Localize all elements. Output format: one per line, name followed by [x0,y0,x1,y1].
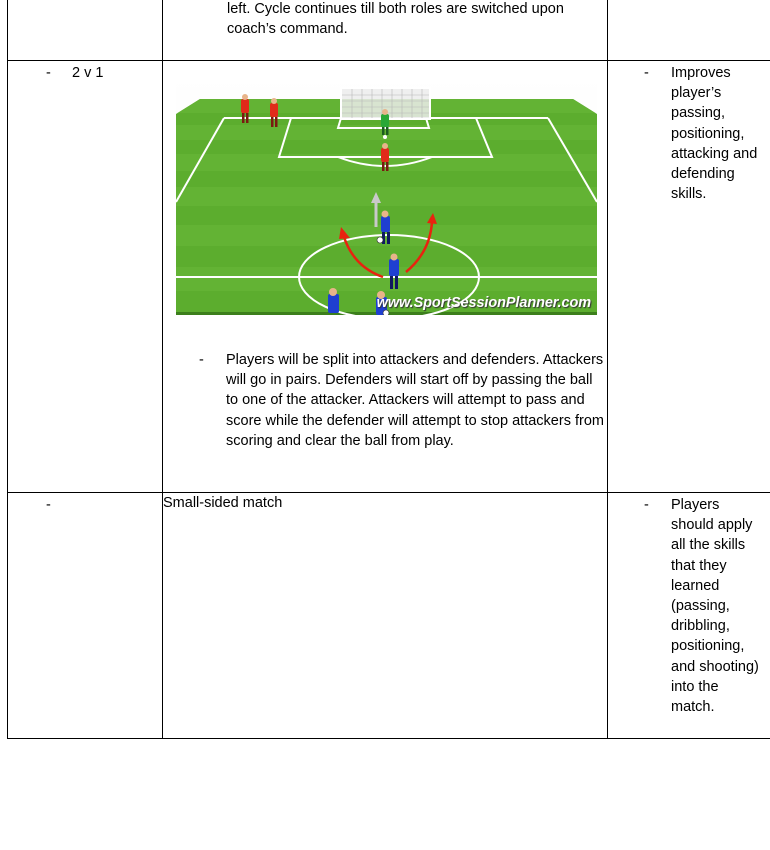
activity-name-cell [8,493,163,739]
objective-cell [608,0,770,61]
table-row [8,61,770,493]
description-cell [163,61,608,493]
objective-cell [608,61,770,493]
activity-name-cell [8,61,163,493]
watermark-text: www.SportSessionPlanner.com [376,294,591,311]
table-row [8,493,770,739]
drill-diagram-image [176,77,597,315]
table-row [8,0,770,61]
list-dash: - [644,497,649,513]
objective-text: Improves player’s passing, positioning, attacking and defending skills. [671,65,758,203]
objective-text-block [644,63,770,204]
description-text: Small-sided match [163,495,283,511]
session-plan-table [7,0,770,739]
list-dash: - [644,65,649,81]
description-text: left. Cycle continues till both roles are switched upon coach’s command. [227,1,564,38]
description-text-block [163,350,607,469]
description-text-block [7,0,607,39]
activity-name: 2 v 1 [72,65,104,81]
objective-cell [608,493,770,739]
description-text: Players will be split into attackers and defenders. Attackers will go in pairs. Defenders will start off by passing the ball to one of the attacker. Attackers will attempt to pass and score while the defender will attempt to stop attackers from scoring and clear the ball from play. [226,352,604,449]
list-dash: - [199,352,204,368]
list-dash: - [46,497,51,513]
objective-text-block [644,495,770,717]
description-cell [163,493,608,739]
list-dash: - [46,65,51,81]
description-cell [163,0,608,61]
objective-text: Players should apply all the skills that they learned (passing, dribbling, positioning, and shooting) into the match. [671,497,759,716]
pitch-graphic [176,77,597,315]
